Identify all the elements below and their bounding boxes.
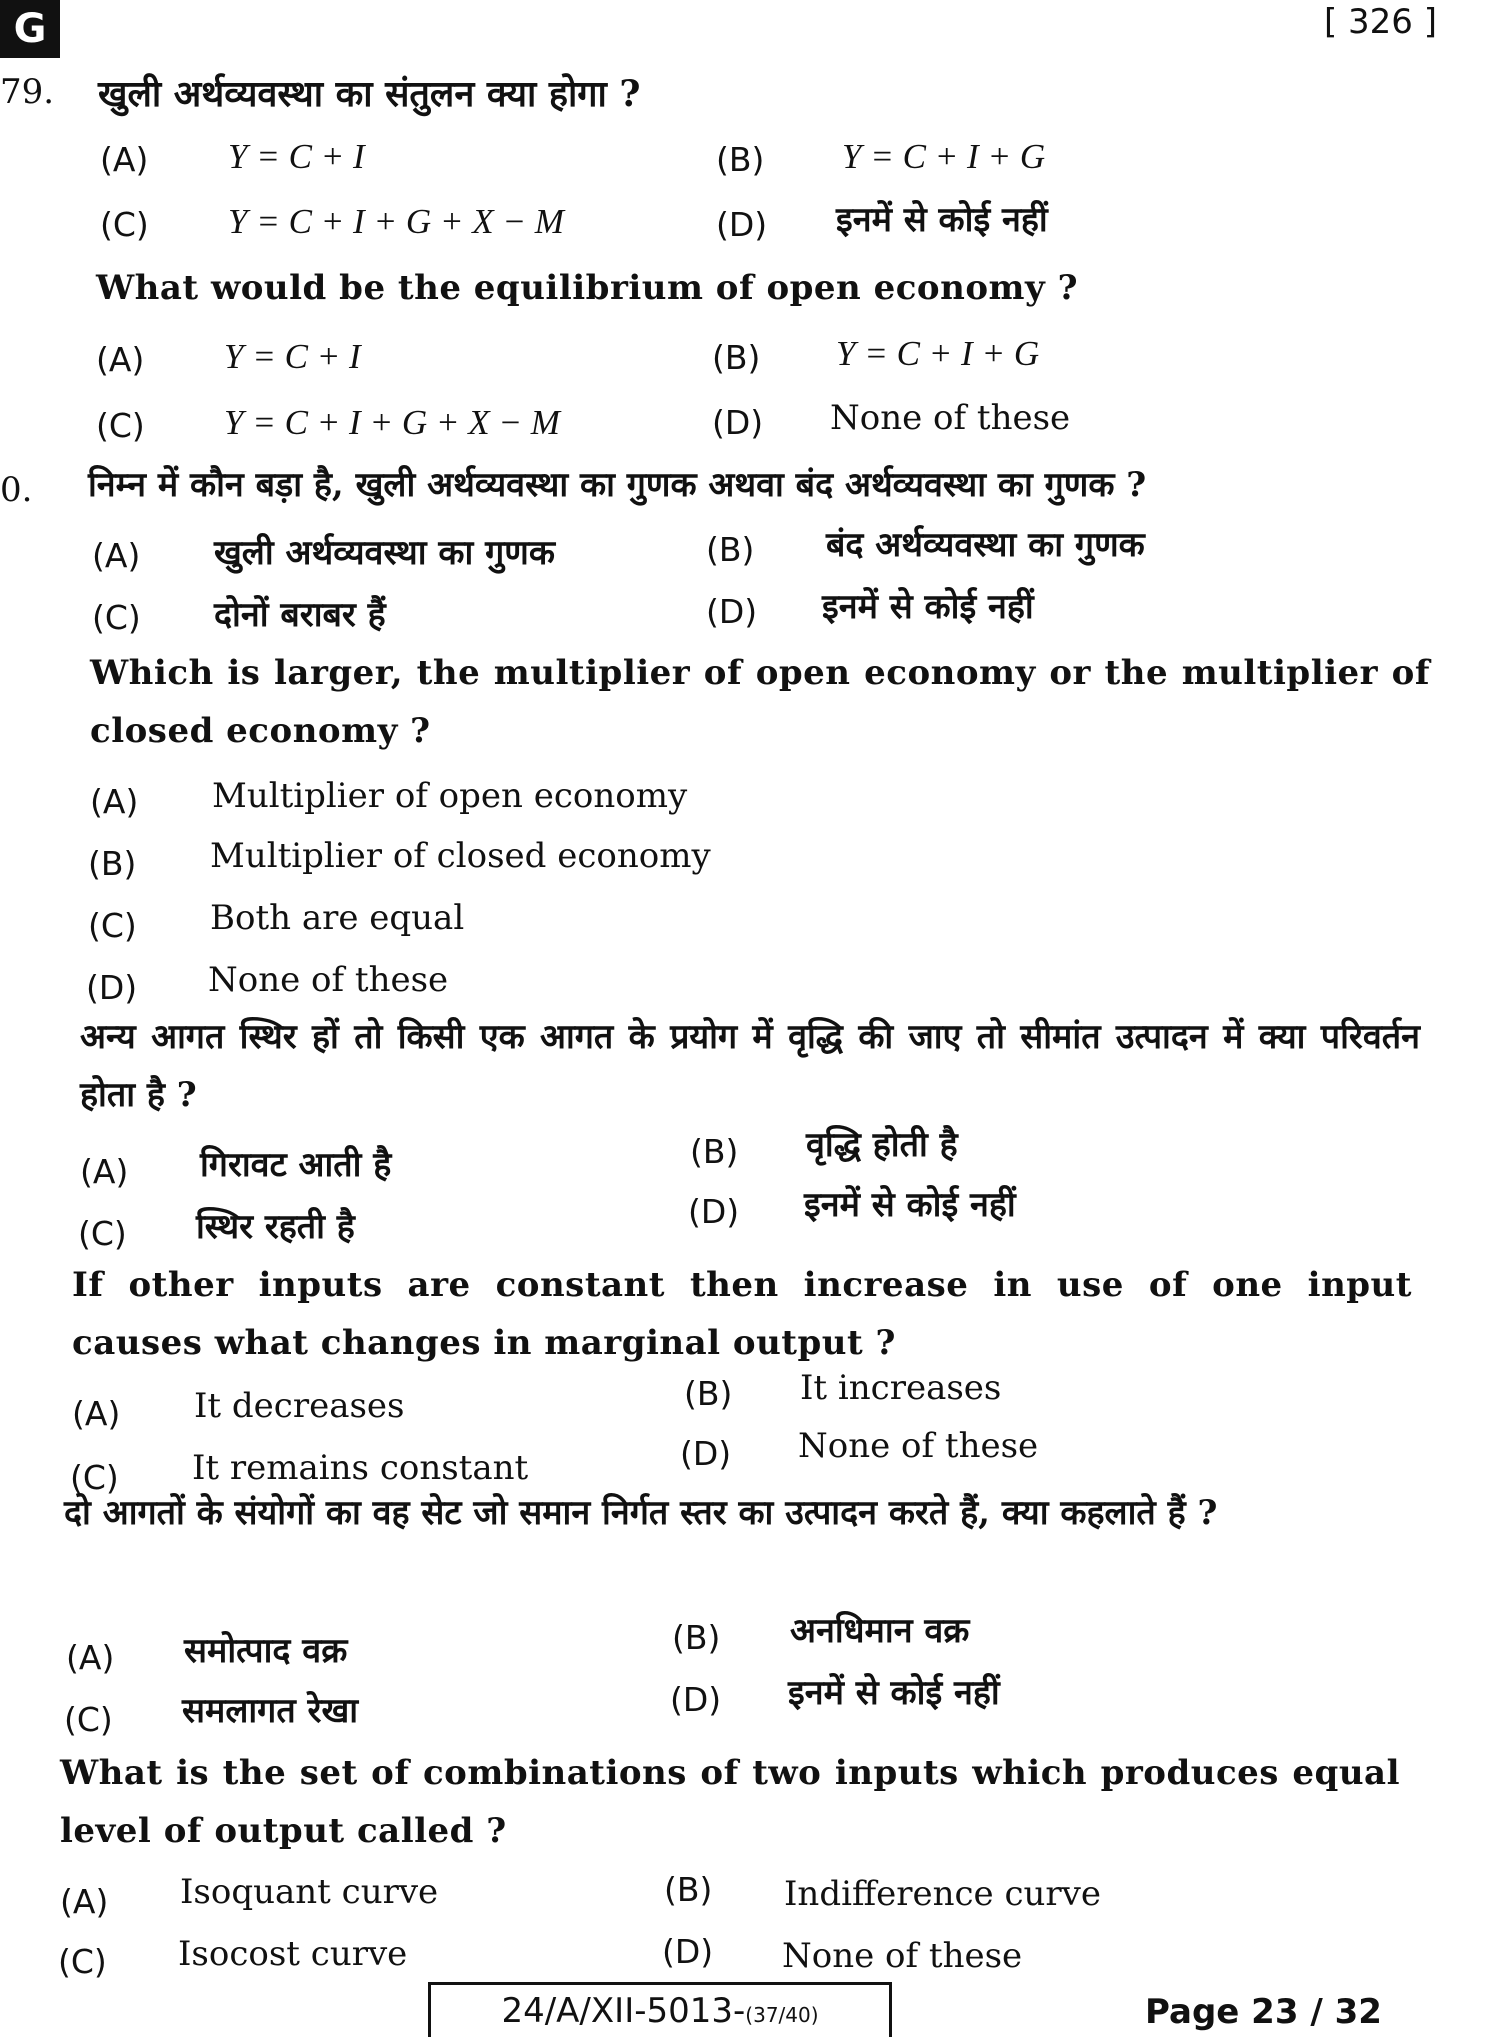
option-text: Y = C + I + G (836, 334, 1040, 373)
option-label: (D) (86, 968, 138, 1007)
option-label: (B) (706, 530, 755, 569)
option-label: (C) (78, 1214, 127, 1253)
option-label: (B) (716, 140, 765, 179)
option-text: Isocost curve (178, 1934, 408, 1974)
option-label: (B) (664, 1870, 713, 1909)
option-text: Y = C + I + G + X − M (224, 403, 560, 442)
page-number: Page 23 / 32 (1145, 1992, 1382, 2032)
option-text: None of these (798, 1426, 1039, 1466)
option-label: (D) (706, 592, 758, 631)
option-label: (C) (92, 598, 141, 637)
option-text: समलागत रेखा (182, 1691, 359, 1731)
option-text: Both are equal (210, 898, 465, 938)
option-text: इनमें से कोई नहीं (804, 1185, 1016, 1225)
option-text: इनमें से कोई नहीं (822, 587, 1034, 627)
option-text: Isoquant curve (180, 1872, 439, 1912)
option-label: (C) (88, 906, 137, 945)
option-text: None of these (830, 398, 1071, 438)
option-label: (A) (90, 782, 139, 821)
question-text-english: What is the set of combinations of two inputs which produces equal level of output called ? (60, 1753, 1400, 1851)
question-text-hindi: खुली अर्थव्यवस्था का संतुलन क्या होगा ? (98, 73, 641, 115)
option-text: बंद अर्थव्यवस्था का गुणक (826, 525, 1145, 565)
option-label: (D) (670, 1680, 722, 1719)
paper-code (428, 1982, 892, 2037)
option-text: वृद्धि होती है (806, 1125, 958, 1165)
option-label: (A) (60, 1882, 109, 1921)
option-text: It remains constant (192, 1448, 529, 1488)
option-label: (C) (70, 1458, 119, 1497)
option-text: दोनों बराबर हैं (214, 595, 386, 635)
option-label: (C) (96, 406, 145, 445)
question-number: 79. (0, 72, 55, 112)
paper-code-set: (37/40) (745, 2003, 819, 2027)
question-text-hindi: निम्न में कौन बड़ा है, खुली अर्थव्यवस्था का गुणक अथवा बंद अर्थव्यवस्था का गुणक ? (88, 465, 1147, 505)
option-text: It decreases (194, 1386, 405, 1426)
set-badge: G (0, 0, 60, 58)
question-number: 0. (0, 470, 33, 510)
page-code: [ 326 ] (1323, 2, 1437, 42)
question-text-hindi: अन्य आगत स्थिर हों तो किसी एक आगत के प्रयोग में वृद्धि की जाए तो सीमांत उत्पादन में क्या परिवर्तन होता है ? (80, 1017, 1420, 1115)
option-text: समोत्पाद वक्र (184, 1631, 348, 1671)
option-text: अनधिमान वक्र (790, 1611, 970, 1651)
option-label: (D) (712, 403, 764, 442)
paper-code-text: 24/A/XII-5013- (501, 1991, 746, 2031)
option-label: (C) (100, 205, 149, 244)
question-text-hindi: दो आगतों के संयोगों का वह सेट जो समान निर्गत स्तर का उत्पादन करते हैं, क्या कहलाते हैं ? (64, 1493, 1218, 1533)
option-label: (A) (72, 1394, 121, 1433)
option-text: स्थिर रहती है (196, 1207, 355, 1247)
option-label: (B) (712, 338, 761, 377)
option-label: (B) (672, 1618, 721, 1657)
option-text: Y = C + I + G + X − M (228, 202, 564, 241)
option-label: (D) (688, 1192, 740, 1231)
option-text: Y = C + I (224, 337, 361, 376)
option-label: (D) (680, 1434, 732, 1473)
option-text: None of these (782, 1936, 1023, 1976)
question-text-english: Which is larger, the multiplier of open economy or the multiplier of closed economy ? (90, 653, 1430, 751)
option-text: Y = C + I (228, 137, 365, 176)
option-text: इनमें से कोई नहीं (836, 200, 1048, 240)
option-label: (B) (88, 844, 137, 883)
option-label: (A) (66, 1638, 115, 1677)
option-text: It increases (800, 1368, 1002, 1408)
option-text: Indifference curve (784, 1874, 1102, 1914)
option-text: Multiplier of closed economy (210, 836, 711, 876)
option-label: (B) (690, 1132, 739, 1171)
question-text-english: If other inputs are constant then increase in use of one input causes what changes in marginal output ? (72, 1265, 1412, 1363)
option-label: (A) (96, 340, 145, 379)
option-text: गिरावट आती है (200, 1145, 392, 1185)
option-label: (B) (684, 1374, 733, 1413)
question-text-english: What would be the equilibrium of open economy ? (96, 268, 1078, 308)
option-text: Multiplier of open economy (212, 776, 688, 816)
option-text: खुली अर्थव्यवस्था का गुणक (214, 533, 555, 573)
option-label: (D) (662, 1932, 714, 1971)
option-label: (A) (80, 1152, 129, 1191)
option-text: इनमें से कोई नहीं (788, 1673, 1000, 1713)
option-label: (D) (716, 205, 768, 244)
option-label: (C) (64, 1700, 113, 1739)
option-label: (A) (92, 536, 141, 575)
option-label: (A) (100, 140, 149, 179)
option-text: None of these (208, 960, 449, 1000)
option-text: Y = C + I + G (842, 137, 1046, 176)
option-label: (C) (58, 1942, 107, 1981)
